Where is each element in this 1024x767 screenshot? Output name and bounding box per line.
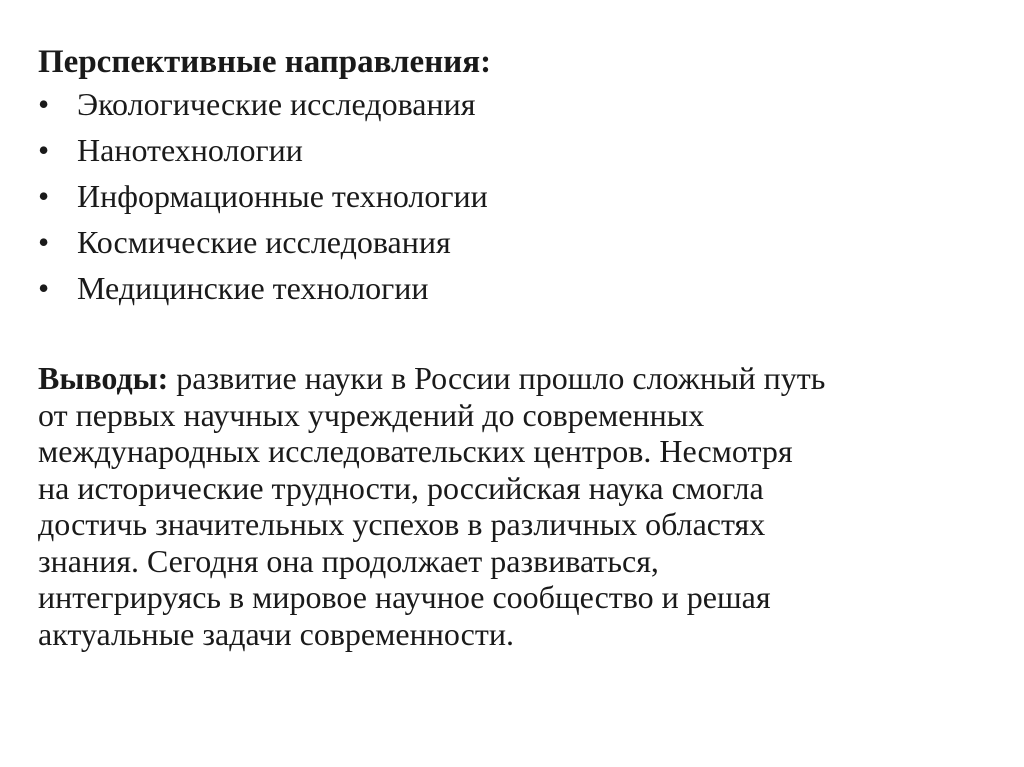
conclusion-text: развитие науки в России прошло сложный путь [168,360,826,396]
bullet-icon: • [38,224,50,260]
list-item-text: Медицинские технологии [77,270,429,306]
conclusion-line: международных исследовательских центров. Несмотря [38,433,793,469]
conclusion-line: знания. Сегодня она продолжает развиваться, [38,542,659,579]
bullet-icon: • [38,132,50,168]
list-item [38,176,488,222]
conclusion-line: интегрируясь в мировое научное сообщество и решая [38,579,771,615]
section-heading: Перспективные направления: [38,44,492,80]
bullet-icon: • [38,86,50,122]
list-item [38,222,488,268]
list-item-text: Информационные технологии [77,178,488,214]
directions-list [38,84,488,314]
bullet-icon: • [38,178,50,214]
list-item [38,84,488,130]
list-item-text: Нанотехнологии [77,132,303,168]
conclusion-paragraph [38,360,998,652]
conclusion-label: Выводы: [38,360,169,396]
conclusion-line: достичь значительных успехов в различных областях [38,506,766,542]
conclusion-line: актуальные задачи современности. [38,615,514,652]
list-item-text: Космические исследования [77,224,451,260]
list-item [38,268,488,314]
conclusion-line [38,360,998,397]
list-item-text: Экологические исследования [77,86,476,122]
bullet-icon: • [38,270,50,306]
conclusion-line: от первых научных учреждений до современных [38,396,705,433]
list-item [38,130,488,176]
conclusion-line: на исторические трудности, российская наука смогла [38,469,764,506]
